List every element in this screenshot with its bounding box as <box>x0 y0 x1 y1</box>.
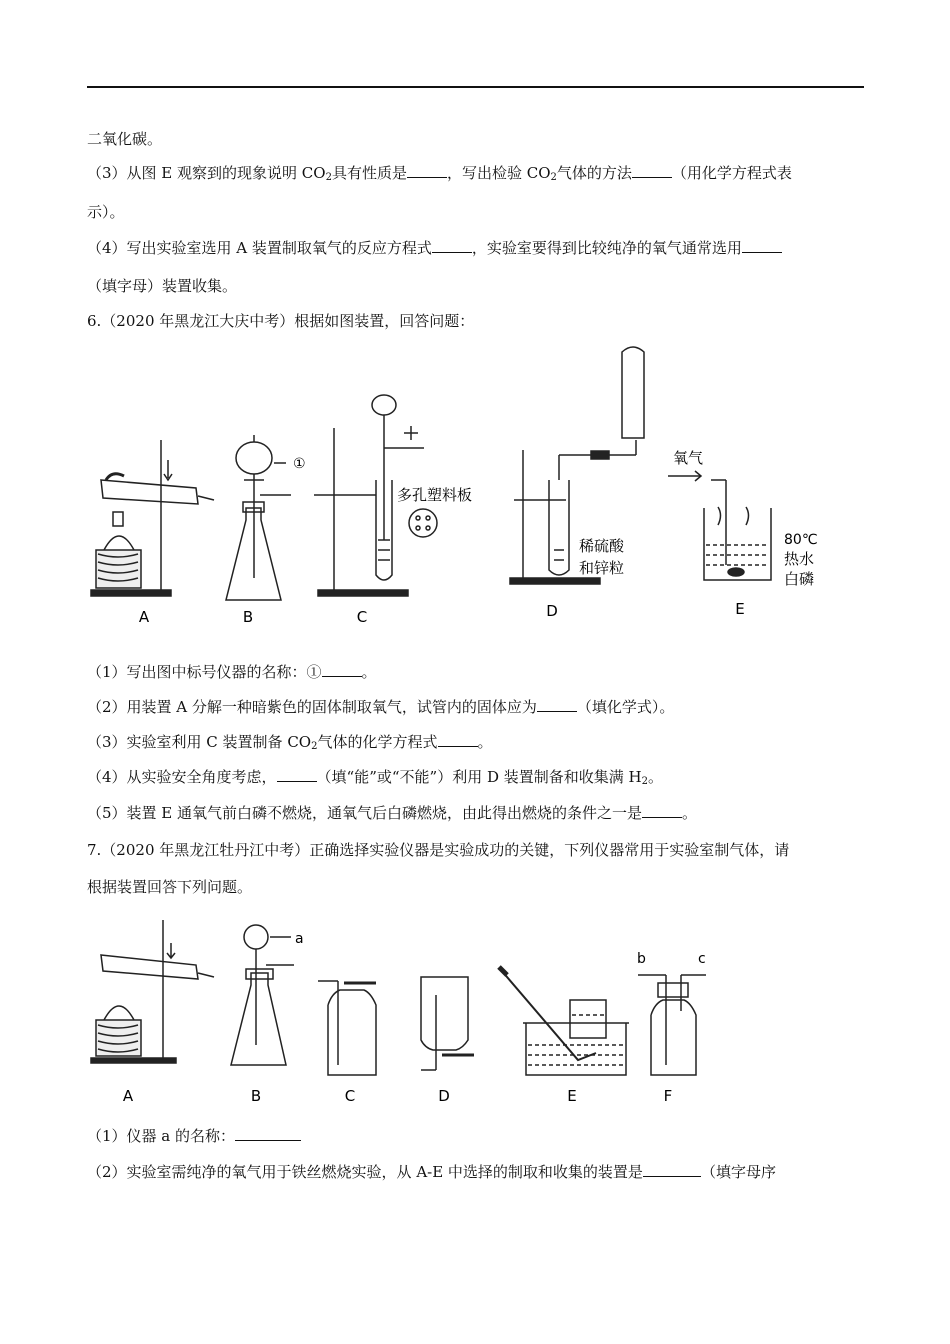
text-line: 根据装置回答下列问题。 <box>87 878 253 896</box>
question-6-4: （4）从实验安全角度考虑， （填“能”或“不能”）利用 D 装置制备和收集满 $H_2$。 <box>87 768 664 787</box>
figure-label: C <box>344 1087 356 1105</box>
answer-blank[interactable] <box>642 803 682 818</box>
header-rule <box>87 86 864 88</box>
answer-blank[interactable] <box>277 767 317 782</box>
figure-label: D <box>546 602 558 620</box>
figure-label: B <box>242 608 254 626</box>
question-6-2: （2）用装置 A 分解一种暗紫色的固体制取氧气，试管内的固体应为 （填化学式）。 <box>87 698 675 716</box>
figure-label: E <box>735 600 745 618</box>
label-white-phosphorus: 白磷 <box>784 570 815 588</box>
apparatus-figure-1 <box>86 340 846 630</box>
figure-label: B <box>250 1087 262 1105</box>
text-line: 示）。 <box>87 203 125 221</box>
question-7-1: （1）仪器 a 的名称： <box>87 1126 301 1146</box>
label-zinc: 和锌粒 <box>579 559 625 577</box>
label-oxygen: 氧气 <box>673 449 704 467</box>
label-circle-1: ① <box>293 456 306 472</box>
figure-label: A <box>138 608 150 626</box>
label-porous-plate: 多孔塑料板 <box>397 486 473 504</box>
apparatus-figure-2 <box>86 915 786 1110</box>
figure-label: A <box>122 1087 134 1105</box>
label-acid: 稀硫酸 <box>579 537 625 555</box>
question-7-2: （2）实验室需纯净的氧气用于铁丝燃烧实验，从 A-E 中选择的制取和收集的装置是 （填字母序 <box>87 1163 776 1181</box>
text-line: 二氧化碳。 <box>87 130 163 148</box>
answer-blank[interactable] <box>322 662 362 677</box>
answer-blank[interactable] <box>643 1162 701 1177</box>
label-hot-water: 热水 <box>784 550 815 568</box>
label-temperature: 80℃ <box>784 532 818 548</box>
answer-blank[interactable] <box>438 732 478 747</box>
figure-label: E <box>567 1087 577 1105</box>
answer-blank[interactable] <box>742 238 782 253</box>
answer-blank[interactable] <box>407 163 447 178</box>
question-5-3: （3）从图 E 观察到的现象说明 $CO_2$具有性质是 ，写出检验 $CO_2$气体的方法 （用化学方程式表 <box>87 164 792 183</box>
answer-blank[interactable] <box>537 697 577 712</box>
answer-blank[interactable] <box>235 1126 301 1141</box>
answer-blank[interactable] <box>632 163 672 178</box>
question-6-5: （5）装置 E 通氧气前白磷不燃烧，通氧气后白磷燃烧，由此得出燃烧的条件之一是 。 <box>87 804 698 822</box>
question-7-heading: 7.（2020 年黑龙江牡丹江中考）正确选择实验仪器是实验成功的关键，下列仪器常用于实验室制气体，请 <box>87 841 790 859</box>
question-6-heading: 6.（2020 年黑龙江大庆中考）根据如图装置，回答问题： <box>87 312 475 330</box>
figure-label: D <box>438 1087 450 1105</box>
question-6-1: （1）写出图中标号仪器的名称：① 。 <box>87 663 377 681</box>
question-6-3: （3）实验室利用 C 装置制备 $CO_2$气体的化学方程式 。 <box>87 733 493 752</box>
label-c: c <box>698 951 706 967</box>
label-a: a <box>295 931 304 947</box>
figure-label: C <box>356 608 368 626</box>
text-line: （填字母）装置收集。 <box>87 277 238 295</box>
figure-label: F <box>663 1087 673 1105</box>
answer-blank[interactable] <box>432 238 472 253</box>
question-5-4: （4）写出实验室选用 A 装置制取氧气的反应方程式 ，实验室要得到比较纯净的氧气通常选用 <box>87 238 782 258</box>
label-b: b <box>637 951 646 967</box>
